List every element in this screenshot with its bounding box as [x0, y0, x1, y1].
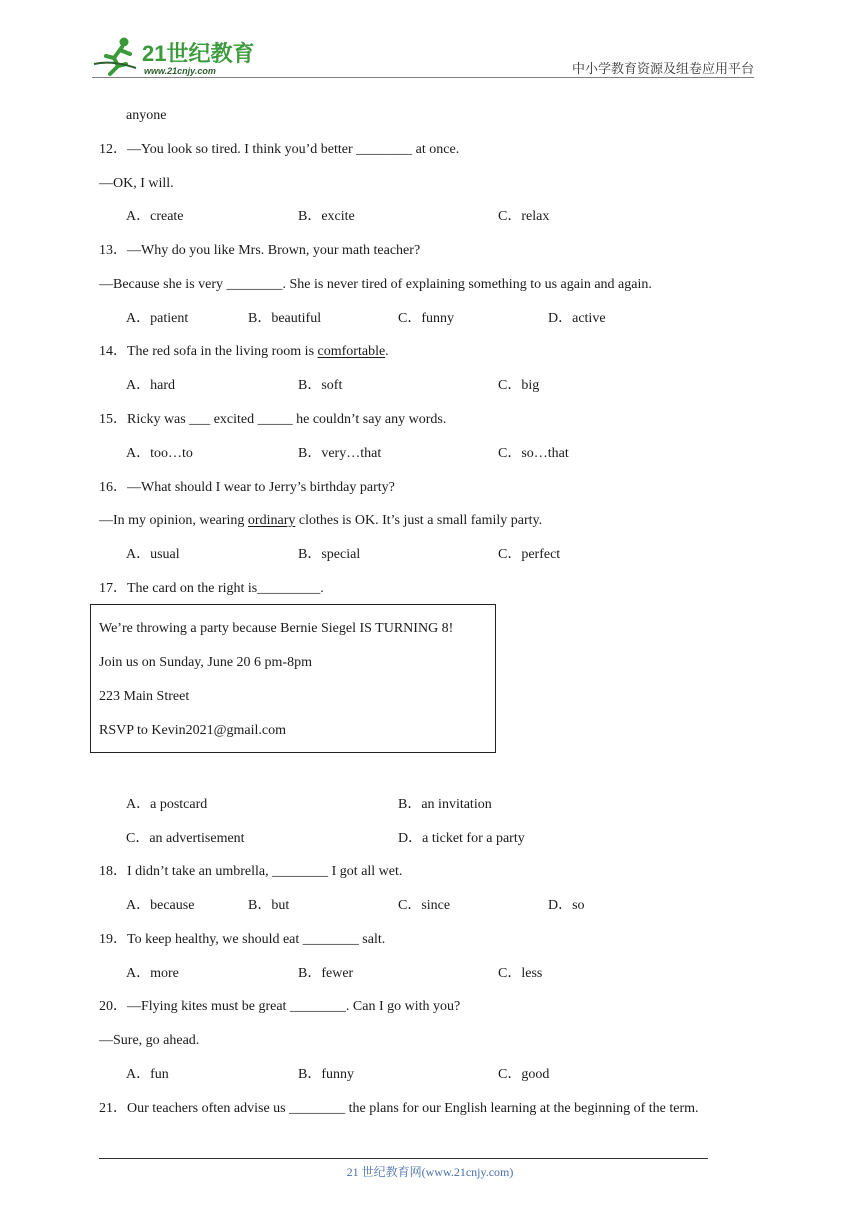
q15-prompt: 15．Ricky was ___ excited _____ he couldn’t say any words. [99, 412, 447, 427]
q13-option-a: A．patient [126, 311, 189, 326]
footer-divider [99, 1158, 708, 1159]
footer-link[interactable]: 21 世纪教育网(www.21cnjy.com) [346, 1165, 514, 1179]
q16-reply-text: —In my opinion, wearing [99, 513, 248, 528]
q12-prompt: 12．—You look so tired. I think you’d better ________ at once. [99, 142, 460, 157]
q16-prompt: 16．—What should I wear to Jerry’s birthday party? [99, 480, 395, 495]
logo-text: 21世纪教育 [142, 41, 255, 66]
q14-prompt-text: 14．The red sofa in the living room is [99, 344, 318, 359]
q15-option-b: B．very…that [298, 446, 382, 461]
q15-option-c: C．so…that [498, 446, 569, 461]
q14-option-c: C．big [498, 378, 540, 393]
q18-prompt: 18．I didn’t take an umbrella, ________ I got all wet. [99, 864, 403, 879]
q18-option-d: D．so [548, 898, 585, 913]
header-divider [92, 77, 754, 78]
q13-option-b: B．beautiful [248, 311, 322, 326]
q12-reply: —OK, I will. [99, 176, 174, 191]
q17-option-b: B．an invitation [398, 797, 492, 812]
q16-option-a: A．usual [126, 547, 180, 562]
q16-option-b: B．special [298, 547, 361, 562]
q21-prompt: 21．Our teachers often advise us ________ the plans for our English learning at the beginning of the term. [99, 1101, 699, 1116]
q17-option-a: A．a postcard [126, 797, 208, 812]
q12-option-a: A．create [126, 209, 184, 224]
q17-prompt: 17．The card on the right is_________. [99, 581, 324, 596]
q16-option-c: C．perfect [498, 547, 561, 562]
q16-reply [99, 512, 542, 530]
card-line-4: RSVP to Kevin2021@gmail.com [99, 723, 286, 738]
logo-url: www.21cnjy.com [144, 66, 216, 76]
q17-option-c: C．an advertisement [126, 831, 245, 846]
q19-option-c: C．less [498, 966, 543, 981]
q16-underlined-word: ordinary [247, 513, 296, 528]
q20-option-b: B．funny [298, 1067, 354, 1082]
q12-option-b: B．excite [298, 209, 355, 224]
q19-option-b: B．fewer [298, 966, 354, 981]
q19-option-a: A．more [126, 966, 179, 981]
q14-option-b: B．soft [298, 378, 343, 393]
q13-prompt: 13．—Why do you like Mrs. Brown, your math teacher? [99, 243, 421, 258]
q19-prompt: 19．To keep healthy, we should eat ________ salt. [99, 932, 386, 947]
q14-option-a: A．hard [126, 378, 175, 393]
card-line-1: We’re throwing a party because Bernie Siegel IS TURNING 8! [99, 621, 454, 636]
q20-option-c: C．good [498, 1067, 550, 1082]
q13-reply: —Because she is very ________. She is never tired of explaining something to us again and again. [99, 277, 652, 292]
q13-option-d: D．active [548, 311, 606, 326]
q12-option-c: C．relax [498, 209, 550, 224]
q14-prompt [99, 343, 389, 361]
site-tagline: 中小学教育资源及组卷应用平台 [571, 61, 754, 76]
card-line-2: Join us on Sunday, June 20 6 pm-8pm [99, 655, 312, 670]
q16-reply-end: clothes is OK. It’s just a small family party. [295, 513, 543, 528]
q14-underlined-word: comfortable [317, 344, 386, 359]
q13-option-c: C．funny [398, 311, 454, 326]
prev-option-tail: anyone [126, 108, 167, 123]
q18-option-c: C．since [398, 898, 451, 913]
runner-icon [94, 38, 136, 75]
q20-reply: —Sure, go ahead. [99, 1033, 200, 1048]
q20-option-a: A．fun [126, 1067, 169, 1082]
q20-prompt: 20．—Flying kites must be great ________. Can I go with you? [99, 999, 461, 1014]
q18-option-a: A．because [126, 898, 195, 913]
q15-option-a: A．too…to [126, 446, 193, 461]
q17-option-d: D．a ticket for a party [398, 831, 525, 846]
q14-prompt-end: . [385, 344, 389, 359]
card-line-3: 223 Main Street [99, 689, 190, 704]
site-logo [92, 34, 267, 78]
q18-option-b: B．but [248, 898, 290, 913]
